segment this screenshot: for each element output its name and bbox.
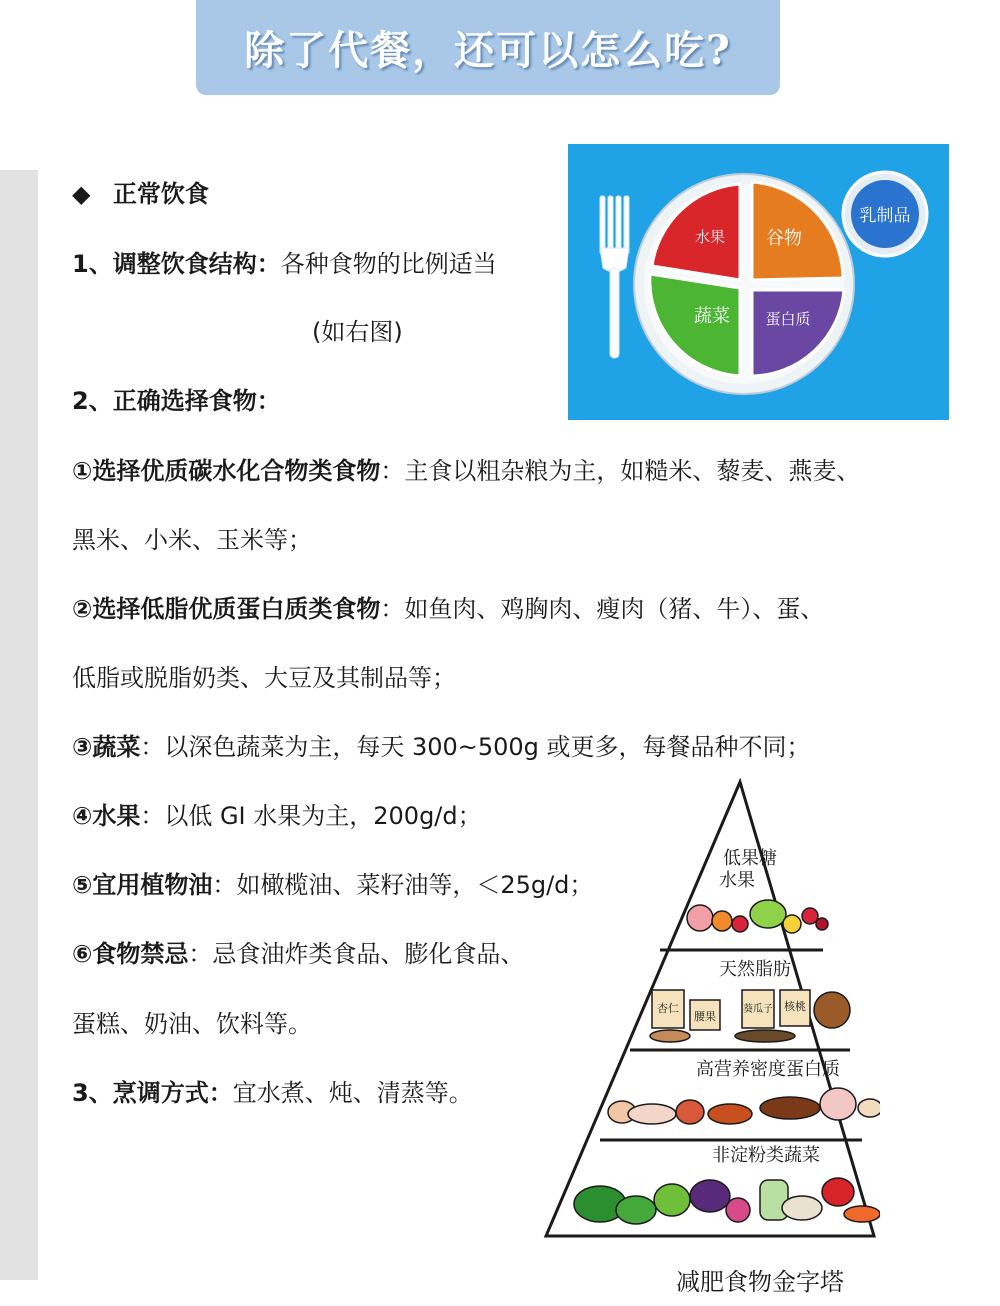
choice-4-label: ④水果: [72, 802, 141, 830]
food-pyramid: [540, 778, 880, 1248]
item-1: [72, 248, 497, 280]
pyramid-tier-2-label: 天然脂肪: [719, 959, 791, 980]
nuts-pack-3-label: 葵瓜子: [743, 1004, 773, 1015]
plate-diagram: [568, 144, 949, 420]
choice-5-text: ：如橄榄油、菜籽油等，＜25g/d；: [212, 871, 594, 899]
nuts-pack-1-label: 杏仁: [657, 1002, 679, 1015]
choice-1-text: ：主食以粗杂粮为主，如糙米、藜麦、燕麦、: [380, 457, 861, 485]
choice-2-cont: 低脂或脱脂奶类、大豆及其制品等；: [72, 664, 456, 692]
plate-veg-label: 蔬菜: [694, 306, 730, 327]
nuts-pack-2-label: 腰果: [694, 1010, 716, 1023]
item-1-text: 各种食物的比例适当: [280, 250, 497, 278]
choice-1-label: ①选择优质碳水化合物类食物: [72, 457, 381, 485]
choice-6: [72, 938, 524, 970]
item-2-label: 2、正确选择食物：: [72, 387, 281, 415]
choice-6-text: ：忌食油炸类食品、膨化食品、: [188, 940, 525, 968]
plate-protein-section: [752, 290, 844, 376]
choice-1-cont: 黑米、小米、玉米等；: [72, 526, 312, 554]
plate-dairy-label: 乳制品: [859, 206, 911, 226]
bullet-icon: ◆: [72, 180, 91, 208]
choice-3: [72, 731, 811, 763]
pyramid-caption: 减肥食物金字塔: [676, 1268, 844, 1296]
item-3: [72, 1077, 473, 1109]
choice-4: [72, 800, 482, 832]
section-heading-text: 正常饮食: [112, 180, 209, 208]
side-strip: [0, 170, 38, 1280]
title-banner: [196, 0, 780, 95]
choice-5-label: ⑤宜用植物油: [72, 871, 213, 899]
choice-5: [72, 869, 593, 901]
choice-2-text: ：如鱼肉、鸡胸肉、瘦肉（猪、牛）、蛋、: [380, 595, 825, 623]
item-3-label: 3、烹调方式：: [72, 1079, 233, 1107]
item-3-text: 宜水煮、炖、清蒸等。: [232, 1079, 473, 1107]
choice-3-text: ：以深色蔬菜为主，每天 300~500g 或更多，每餐品种不同；: [140, 733, 811, 761]
pyramid-tier-4-label: 非淀粉类蔬菜: [712, 1145, 820, 1166]
nuts-illustration: [650, 990, 850, 1042]
plate-fruit-label: 水果: [694, 228, 726, 246]
pyramid-tier-1-label-2: 水果: [719, 870, 755, 891]
page-title: 除了代餐，还可以怎么吃?: [244, 27, 732, 74]
nuts-pack-4-label: 核桃: [784, 1000, 806, 1013]
item-1-note: (如右图): [312, 318, 403, 346]
choice-1: [72, 455, 860, 487]
choice-2-label: ②选择低脂优质蛋白质类食物: [72, 595, 381, 623]
section-heading: [72, 178, 209, 210]
choice-6-label: ⑥食物禁忌: [72, 940, 189, 968]
pyramid-tier-3-label: 高营养密度蛋白质: [696, 1059, 840, 1080]
plate-grain-label: 谷物: [766, 228, 802, 249]
item-1-label: 1、调整饮食结构：: [72, 250, 281, 278]
choice-2: [72, 593, 824, 625]
choice-6-cont: 蛋糕、奶油、饮料等。: [72, 1010, 312, 1038]
plate-protein-label: 蛋白质: [765, 310, 811, 328]
pyramid-tier-1-label: 低果糖: [723, 848, 777, 869]
fork-icon: [600, 196, 629, 358]
choice-4-text: ：以低 GI 水果为主，200g/d；: [140, 802, 482, 830]
choice-3-label: ③蔬菜: [72, 733, 141, 761]
